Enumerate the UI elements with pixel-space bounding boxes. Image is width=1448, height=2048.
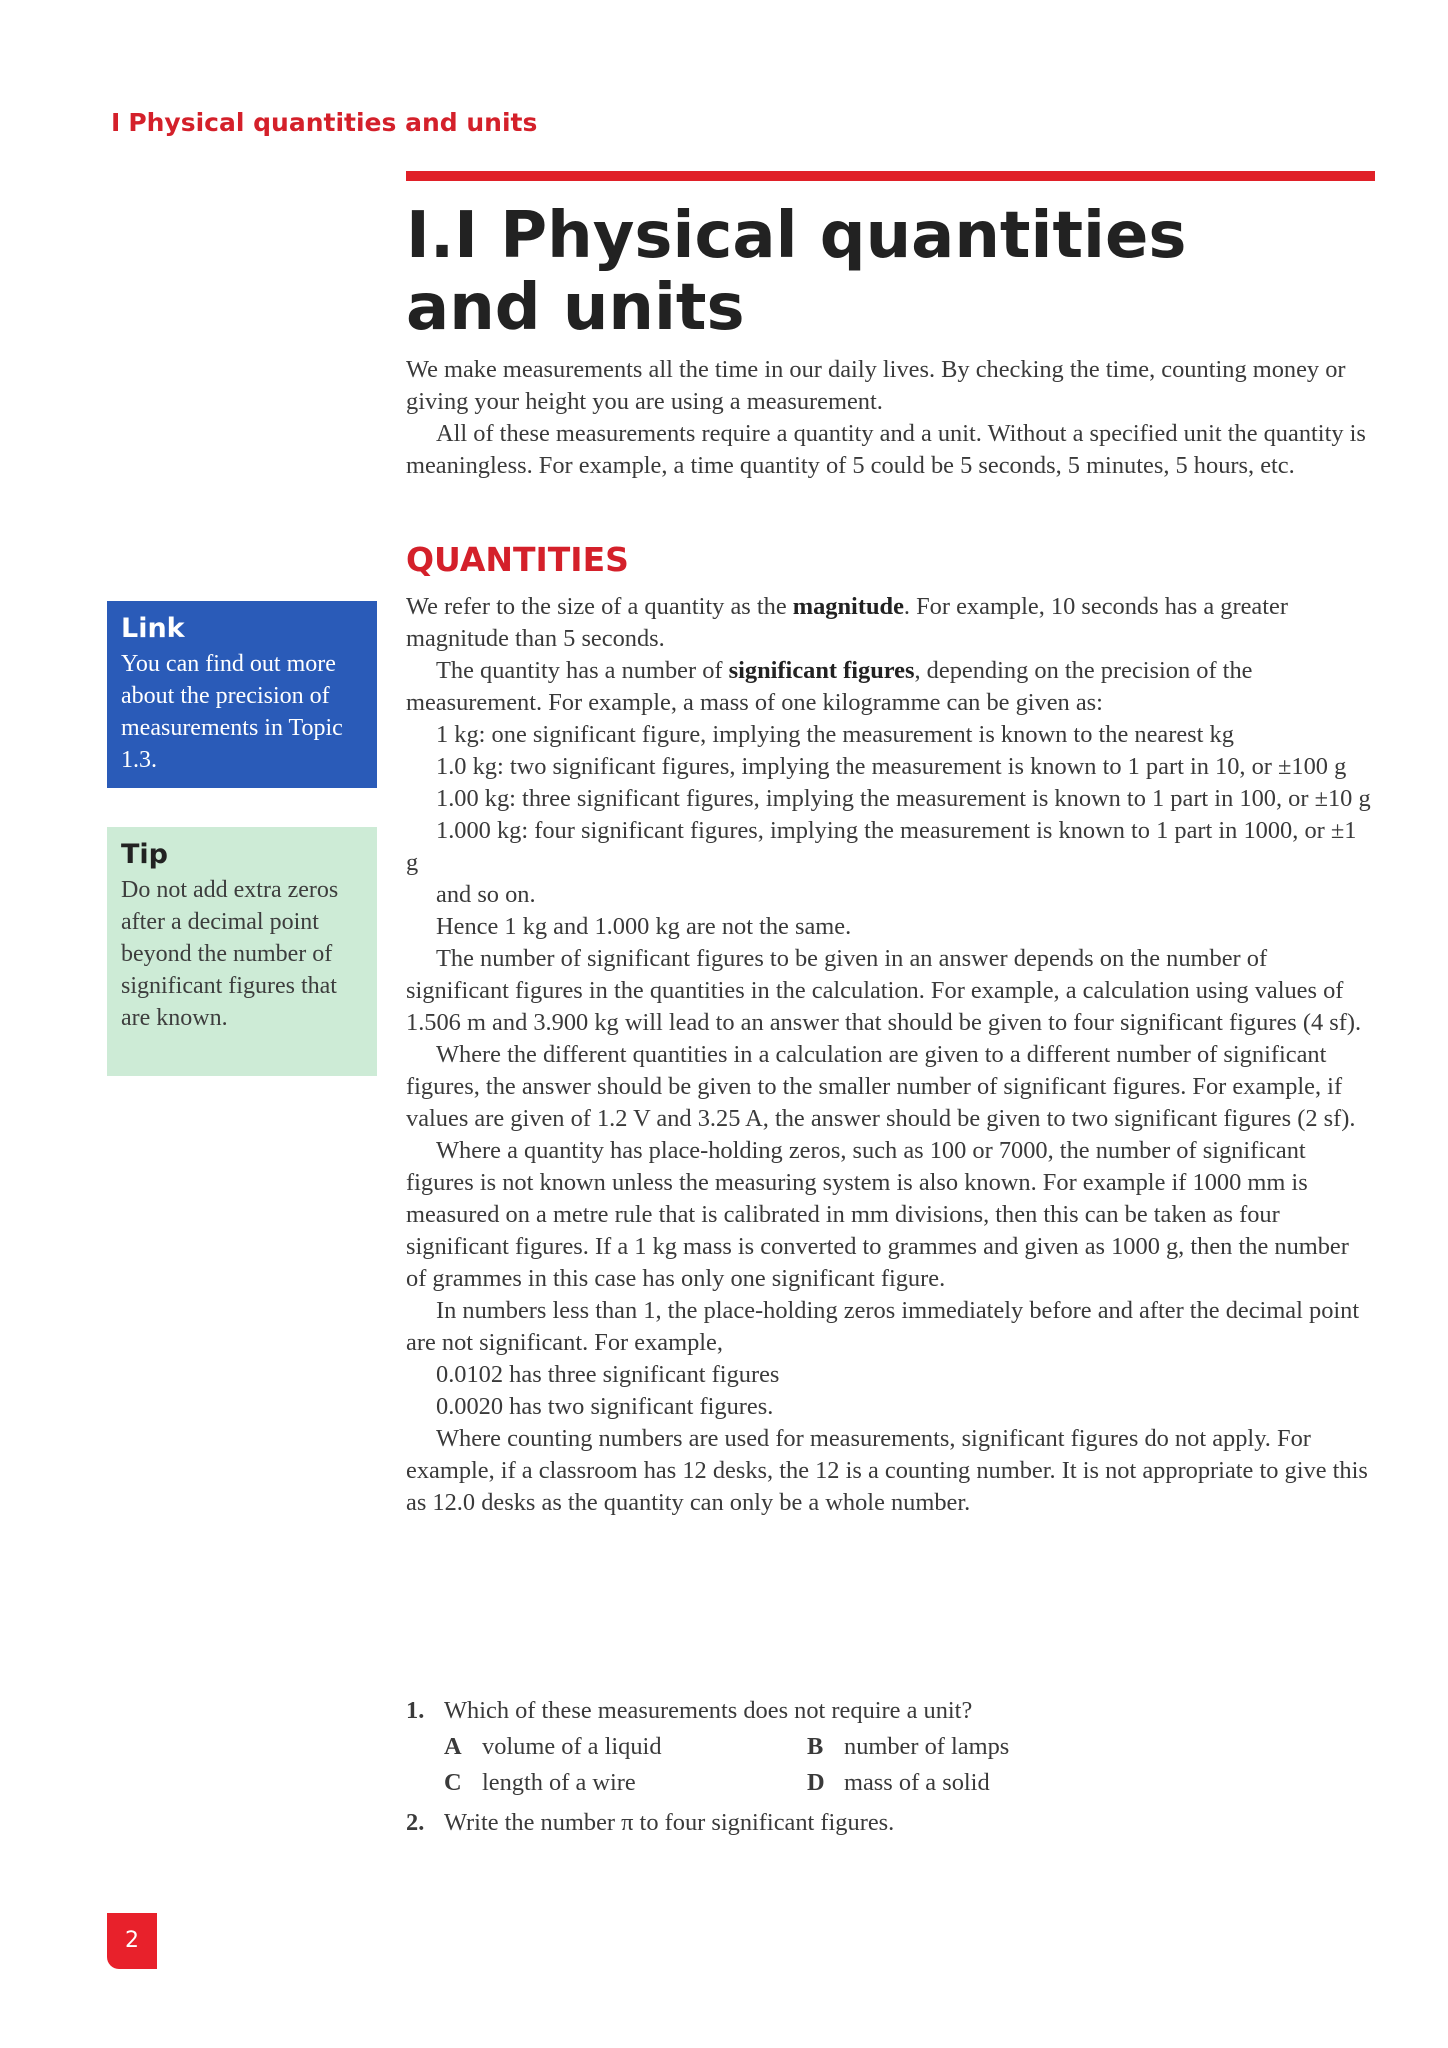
option-letter: B	[807, 1733, 824, 1760]
paragraph-less-than-one: In numbers less than 1, the place-holding zeros immediately before and after the decimal point are not significant. For example,	[406, 1297, 1360, 1356]
question-2	[406, 1807, 1372, 1843]
tip-text: Do not add extra zeros after a decimal point beyond the number of significant figures that are known.	[121, 877, 339, 1031]
hence-statement: Hence 1 kg and 1.000 kg are not the same.	[436, 913, 852, 940]
questions	[406, 1695, 1372, 1843]
paragraph-place-holding: Where a quantity has place-holding zeros, such as 100 or 7000, the number of significant figures is not known unless the measuring system is also known. For example if 1000 mm is measured on a metre rule that is calibrated in mm divisions, then this can be taken as four significant figures. If a 1 kg mass is converted to grammes and given as 1000 g, then the number of grammes in this case has only one significant figure.	[406, 1137, 1349, 1292]
example-0102: 0.0102 has three significant figures	[436, 1361, 780, 1388]
title-line2: and units	[406, 271, 745, 345]
question-number: 1.	[406, 1697, 425, 1724]
and-so-on: and so on.	[436, 881, 536, 908]
example-0020: 0.0020 has two significant figures.	[436, 1393, 774, 1420]
running-head	[111, 108, 537, 137]
tip-heading: Tip	[121, 839, 168, 870]
title-rule	[406, 171, 1375, 181]
option-letter: A	[444, 1733, 462, 1760]
paragraph-different-sf: Where the different quantities in a calculation are given to a different number of significant figures, the answer should be given to the smaller number of significant figures. For example, if values are given of 1.2 V and 3.25 A, the answer should be given to two significant figures (2 sf).	[406, 1041, 1356, 1132]
title-line1: Physical quantities	[500, 199, 1187, 273]
sf-example-3: 1.00 kg: three significant figures, implying the measurement is known to 1 part in 100, or ±10 g	[436, 785, 1371, 812]
question-text: Write the number π to four significant figures.	[444, 1809, 895, 1836]
paragraph-significant-figures: The quantity has a number of significant figures, depending on the precision of the measurement. For example, a mass of one kilogramme can be given as:	[406, 657, 1253, 716]
intro-paragraph-2: All of these measurements require a quantity and a unit. Without a specified unit the quantity is meaningless. For example, a time quantity of 5 could be 5 seconds, 5 minutes, 5 hours, etc.	[406, 420, 1366, 479]
question-number: 2.	[406, 1809, 425, 1836]
page-number: 2	[107, 1913, 157, 1969]
option-letter: D	[807, 1769, 825, 1796]
intro-paragraph-1: We make measurements all the time in our daily lives. By checking the time, counting money or giving your height you are using a measurement.	[406, 356, 1346, 415]
page-title	[406, 200, 1366, 344]
paragraph-magnitude: We refer to the size of a quantity as the magnitude. For example, 10 seconds has a greater magnitude than 5 seconds.	[406, 593, 1288, 652]
sf-example-4: 1.000 kg: four significant figures, implying the measurement is known to 1 part in 1000, or ±1 g	[406, 817, 1357, 876]
title-number: I.I	[406, 199, 478, 273]
term-magnitude: magnitude	[792, 593, 904, 620]
question-1-options-row-1	[406, 1731, 1372, 1767]
option-text: volume of a liquid	[482, 1733, 662, 1760]
intro	[406, 354, 1372, 482]
link-box	[107, 601, 377, 788]
question-text: Which of these measurements does not require a unit?	[444, 1697, 973, 1724]
option-letter: C	[444, 1769, 462, 1796]
link-text: You can find out more about the precision of measurements in Topic 1.3.	[121, 651, 343, 773]
paragraph-number-of-sf: The number of significant figures to be given in an answer depends on the number of significant figures in the quantities in the calculation. For example, a calculation using values of 1.506 m and 3.900 kg will lead to an answer that should be given to four significant figures (4 sf).	[406, 945, 1362, 1036]
sf-example-2: 1.0 kg: two significant figures, implying the measurement is known to 1 part in 10, or ±100 g	[436, 753, 1347, 780]
question-1	[406, 1695, 1372, 1731]
option-text: mass of a solid	[844, 1769, 990, 1796]
link-heading: Link	[121, 613, 185, 644]
option-text: length of a wire	[482, 1769, 636, 1796]
paragraph-counting-numbers: Where counting numbers are used for measurements, significant figures do not apply. For example, if a classroom has 12 desks, the 12 is a counting number. It is not appropriate to give this as 12.0 desks as the quantity can only be a whole number.	[406, 1425, 1368, 1516]
chapter-number: I	[111, 108, 121, 137]
tip-box	[107, 827, 377, 1076]
chapter-title: Physical quantities and units	[128, 108, 538, 137]
body-text	[406, 591, 1372, 1519]
question-1-options-row-2	[406, 1767, 1372, 1803]
section-heading: QUANTITIES	[406, 540, 629, 579]
option-text: number of lamps	[844, 1733, 1010, 1760]
sf-example-1: 1 kg: one significant figure, implying the measurement is known to the nearest kg	[436, 721, 1234, 748]
term-significant-figures: significant figures	[728, 657, 915, 684]
